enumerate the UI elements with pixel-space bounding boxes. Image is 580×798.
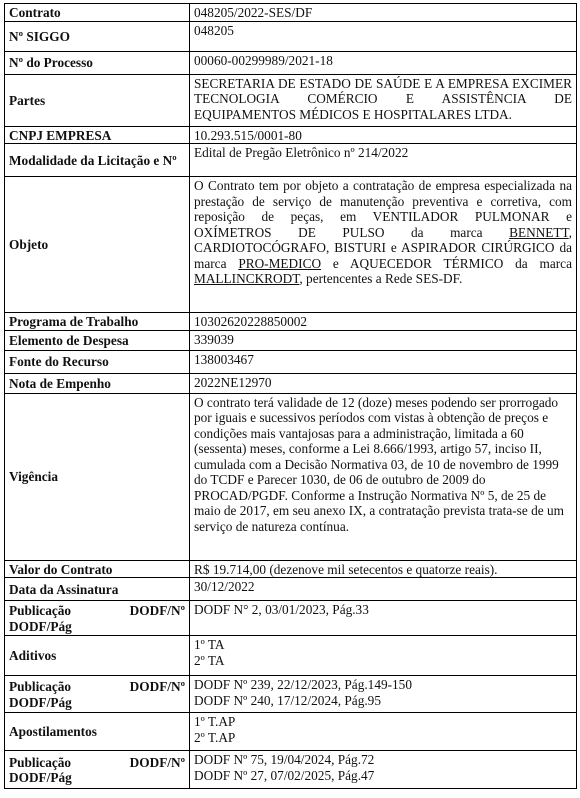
objeto-text-4: , pertencentes a Rede SES-DF. [299, 271, 463, 286]
label-objeto: Objeto [5, 177, 190, 313]
label-siggo: Nº SIGGO [5, 21, 190, 51]
label-elemento: Elemento de Despesa [5, 330, 190, 350]
publicacao-2-line-2: DODF Nº 240, 17/12/2024, Pág.95 [194, 692, 381, 708]
brand-bennett: BENNETT [509, 224, 569, 240]
brand-mallinckrodt: MALLINCKRODT [194, 271, 300, 286]
value-siggo: 048205 [190, 21, 577, 51]
row-programa [5, 313, 577, 331]
value-publicacao-2 [190, 676, 577, 713]
row-siggo [5, 21, 577, 51]
value-contrato: 048205/2022-SES/DF [190, 4, 577, 22]
label-cnpj: CNPJ EMPRESA [5, 126, 190, 144]
objeto-text-2: , CARDIOTOCÓGRAFO, BISTURI e ASPIRADOR CIRÚRGICO da marca [194, 224, 572, 271]
value-fonte: 138003467 [190, 350, 577, 373]
value-processo: 00060-00299989/2021-18 [190, 51, 577, 74]
value-elemento: 339039 [190, 330, 577, 350]
label-publicacao-2-b: DODF/Nº [129, 679, 185, 694]
label-publicacao-3-c: DODF/Pág [9, 770, 72, 785]
value-aditivos [190, 636, 577, 676]
aditivo-2: 2º TA [194, 652, 225, 668]
label-assinatura: Data da Assinatura [5, 578, 190, 601]
label-processo: Nº do Processo [5, 51, 190, 74]
label-publicacao-2 [5, 676, 190, 713]
row-valor [5, 560, 577, 578]
publicacao-2-line-1: DODF Nº 239, 22/12/2023, Pág.149-150 [194, 677, 412, 692]
row-publicacao-2 [5, 676, 577, 713]
label-publicacao-2-a: Publicação [9, 679, 72, 694]
label-contrato: Contrato [5, 4, 190, 22]
value-empenho: 2022NE12970 [190, 373, 577, 393]
label-partes: Partes [5, 74, 190, 126]
row-objeto [5, 177, 577, 313]
label-empenho: Nota de Empenho [5, 373, 190, 393]
label-publicacao-3 [5, 751, 190, 789]
value-valor: R$ 19.714,00 (dezenove mil setecentos e quatorze reais). [190, 560, 577, 578]
label-publicacao-3-b: DODF/Nº [129, 754, 185, 770]
aditivo-1: 1º TA [194, 637, 225, 652]
publicacao-3-line-2: DODF Nº 27, 07/02/2025, Pág.47 [194, 767, 375, 783]
label-programa: Programa de Trabalho [5, 313, 190, 331]
row-cnpj [5, 126, 577, 144]
row-modalidade [5, 144, 577, 177]
label-publicacao-1-a: Publicação [9, 603, 72, 618]
objeto-text-1: O Contrato tem por objeto a contratação de empresa especializada na prestação de serviço de manutenção preventiva e corretiva, com reposição de peças, em VENTILADOR PULMONAR e OXÍMETROS DE PULSO da marca [194, 178, 572, 240]
value-programa: 10302620228850002 [190, 313, 577, 331]
row-empenho [5, 373, 577, 393]
publicacao-3-line-1: DODF Nº 75, 19/04/2024, Pág.72 [194, 752, 375, 767]
label-vigencia: Vigência [5, 393, 190, 560]
value-modalidade: Edital de Pregão Eletrônico nº 214/2022 [190, 144, 577, 177]
row-processo [5, 51, 577, 74]
row-publicacao-3 [5, 751, 577, 789]
value-publicacao-1: DODF N° 2, 03/01/2023, Pág.33 [190, 601, 577, 636]
row-aditivos [5, 636, 577, 676]
value-partes: SECRETARIA DE ESTADO DE SAÚDE E A EMPRESA EXCIMER TECNOLOGIA COMÉRCIO E ASSISTÊNCIA DE EQUIPAMENTOS MÉDICOS E HOSPITALARES LTDA. [190, 74, 577, 126]
label-publicacao-1 [5, 601, 190, 636]
value-vigencia: O contrato terá validade de 12 (doze) meses podendo ser prorrogado por iguais e sucessivos períodos com vistas à obtenção de preços e condições mais vantajosas para a administração, limitada a 60 (sessenta) meses, conforme a Lei 8.666/1993, artigo 57, inciso II, cumulada com a Decisão Normativa 03, de 10 de novembro de 1999 do TCDF e Parecer 1030, de 06 de outubro de 2009 do PROCAD/PGDF. Conforme a Instrução Normativa Nº 5, de 25 de maio de 2017, em seu anexo IX, a contratação prevista trata-se de um serviço de natureza contínua. [190, 393, 577, 560]
label-publicacao-1-c: DODF/Pág [9, 618, 72, 634]
row-vigencia [5, 393, 577, 560]
brand-pro-medico: PRO-MEDICO [238, 255, 322, 271]
label-publicacao-1-b: DODF/Nº [129, 603, 185, 618]
value-cnpj: 10.293.515/0001-80 [190, 126, 577, 144]
value-assinatura: 30/12/2022 [190, 578, 577, 601]
label-fonte: Fonte do Recurso [5, 350, 190, 373]
apostilamento-1: 1º T.AP [194, 714, 236, 729]
value-publicacao-3 [190, 751, 577, 789]
label-valor: Valor do Contrato [5, 560, 190, 578]
apostilamento-2: 2º T.AP [194, 729, 236, 745]
row-contrato [5, 4, 577, 22]
value-objeto [190, 177, 577, 313]
row-apostilamentos [5, 713, 577, 751]
objeto-text-3: e AQUECEDOR TÉRMICO da marca [321, 255, 572, 271]
label-apostilamentos: Apostilamentos [5, 713, 190, 751]
label-publicacao-2-c: DODF/Pág [9, 694, 72, 710]
row-assinatura [5, 578, 577, 601]
label-publicacao-3-a: Publicação [9, 754, 72, 770]
row-fonte [5, 350, 577, 373]
value-apostilamentos [190, 713, 577, 751]
row-elemento [5, 330, 577, 350]
contract-table [4, 3, 577, 789]
row-publicacao-1 [5, 601, 577, 636]
row-partes [5, 74, 577, 126]
label-aditivos: Aditivos [5, 636, 190, 676]
label-modalidade: Modalidade da Licitação e Nº [5, 144, 190, 177]
